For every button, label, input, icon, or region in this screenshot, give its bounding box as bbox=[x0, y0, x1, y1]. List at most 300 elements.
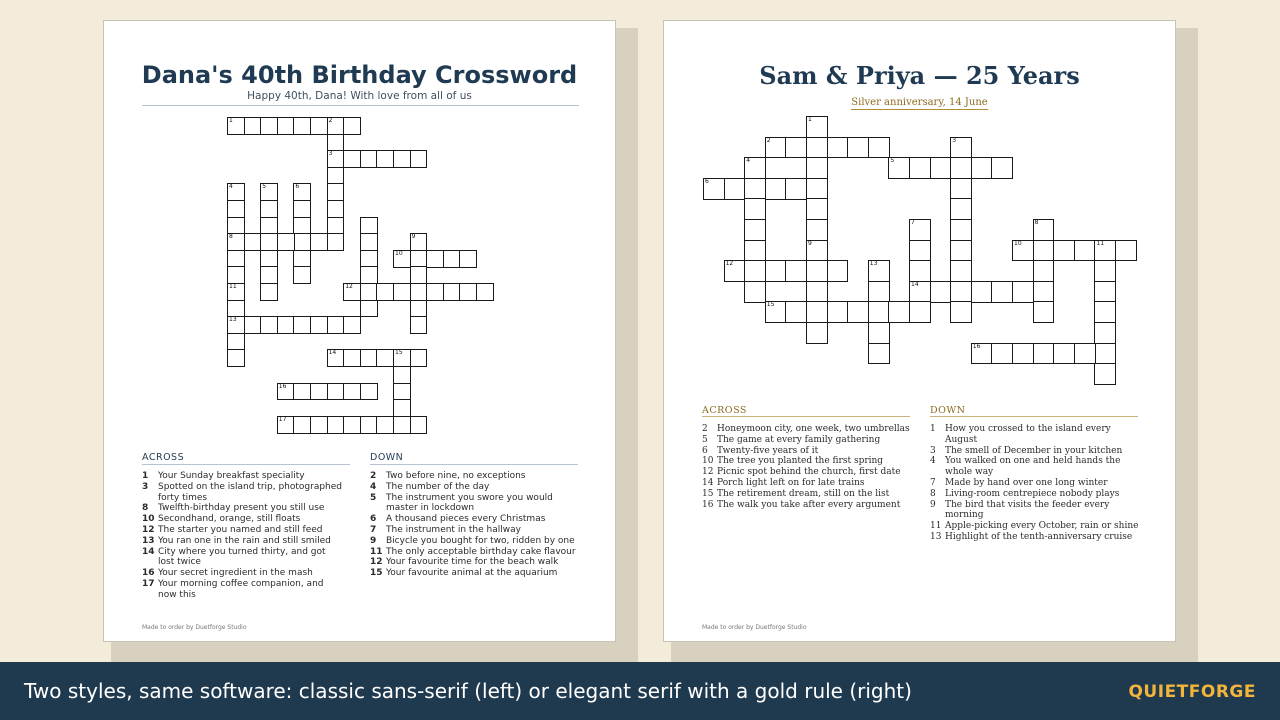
grid-cell[interactable] bbox=[260, 266, 278, 284]
grid-cell[interactable] bbox=[244, 233, 262, 251]
clue-number-label: 9 bbox=[411, 233, 416, 241]
grid-cell[interactable] bbox=[327, 416, 345, 434]
grid-cell[interactable] bbox=[971, 343, 993, 365]
clue-number-label: 12 bbox=[345, 283, 353, 290]
clue-text: The only acceptable birthday cake flavour bbox=[386, 546, 576, 557]
grid-cell[interactable] bbox=[744, 260, 766, 282]
grid-cell[interactable] bbox=[868, 137, 890, 159]
down-heading: DOWN bbox=[930, 405, 966, 416]
clue-number: 14 bbox=[702, 477, 714, 488]
grid-cell[interactable] bbox=[327, 183, 345, 201]
across-heading: ACROSS bbox=[702, 405, 747, 416]
grid-cell[interactable] bbox=[293, 416, 311, 434]
clue-item bbox=[930, 532, 1140, 543]
clue-number: 11 bbox=[930, 521, 942, 532]
page-footer: Made to order by Duetforge Studio bbox=[142, 624, 247, 631]
clue-number: 5 bbox=[370, 492, 377, 503]
grid-cell[interactable] bbox=[1053, 343, 1075, 365]
clue-item bbox=[702, 435, 914, 446]
grid-cell[interactable] bbox=[806, 260, 828, 282]
grid-cell[interactable] bbox=[277, 383, 295, 401]
grid-cell[interactable] bbox=[476, 283, 494, 301]
grid-cell[interactable] bbox=[327, 233, 345, 251]
clue-number: 9 bbox=[370, 535, 377, 546]
clue-text: Twelfth-birthday present you still use bbox=[158, 503, 325, 514]
clue-number: 13 bbox=[930, 531, 942, 542]
grid-cell[interactable] bbox=[277, 316, 295, 334]
grid-cell[interactable] bbox=[459, 283, 477, 301]
grid-cell[interactable] bbox=[909, 281, 931, 303]
grid-cell[interactable] bbox=[376, 349, 394, 367]
grid-cell[interactable] bbox=[868, 301, 890, 323]
clue-item bbox=[142, 525, 342, 536]
clue-text: You walked on one and held hands the whole way bbox=[945, 456, 1121, 478]
grid-cell[interactable] bbox=[1094, 301, 1116, 323]
grid-cell[interactable] bbox=[950, 240, 972, 262]
clue-item bbox=[370, 471, 582, 482]
grid-cell[interactable] bbox=[765, 178, 787, 200]
page-subtitle-gold-rule: Silver anniversary, 14 June bbox=[851, 97, 988, 108]
clue-item bbox=[930, 521, 1140, 532]
grid-cell[interactable] bbox=[744, 240, 766, 262]
grid-cell[interactable] bbox=[971, 281, 993, 303]
grid-cell[interactable] bbox=[227, 283, 245, 301]
grid-cell[interactable] bbox=[1033, 343, 1055, 365]
grid-cell[interactable] bbox=[360, 150, 378, 168]
clue-item bbox=[370, 547, 582, 558]
grid-cell[interactable] bbox=[260, 233, 278, 251]
grid-cell[interactable] bbox=[909, 260, 931, 282]
grid-cell[interactable] bbox=[277, 117, 295, 135]
grid-cell[interactable] bbox=[227, 117, 245, 135]
grid-cell[interactable] bbox=[1033, 240, 1055, 262]
clue-text: How you crossed to the island every August bbox=[945, 424, 1111, 445]
grid-cell[interactable] bbox=[360, 217, 378, 235]
clue-item bbox=[930, 500, 1140, 522]
grid-cell[interactable] bbox=[360, 283, 378, 301]
grid-cell[interactable] bbox=[1012, 240, 1034, 262]
down-clue-list bbox=[930, 424, 1140, 543]
grid-cell[interactable] bbox=[260, 117, 278, 135]
clue-item bbox=[702, 424, 914, 435]
grid-cell[interactable] bbox=[765, 301, 787, 323]
clue-number: 6 bbox=[370, 514, 377, 525]
clue-item bbox=[370, 482, 582, 493]
grid-cell[interactable] bbox=[244, 117, 262, 135]
grid-cell[interactable] bbox=[227, 250, 245, 268]
across-clue-list bbox=[142, 471, 342, 601]
grid-cell[interactable] bbox=[724, 178, 746, 200]
grid-cell[interactable] bbox=[310, 316, 328, 334]
grid-cell[interactable] bbox=[410, 416, 428, 434]
grid-cell[interactable] bbox=[260, 250, 278, 268]
clue-number: 15 bbox=[370, 568, 383, 579]
clue-number: 12 bbox=[142, 524, 155, 535]
clue-number: 6 bbox=[702, 445, 708, 456]
grid-cell[interactable] bbox=[806, 178, 828, 200]
grid-cell[interactable] bbox=[327, 134, 345, 152]
grid-cell[interactable] bbox=[1115, 240, 1137, 262]
grid-cell[interactable] bbox=[260, 200, 278, 218]
clue-number: 17 bbox=[142, 578, 155, 589]
grid-cell[interactable] bbox=[1033, 260, 1055, 282]
clue-number: 2 bbox=[702, 424, 708, 434]
clue-text: Secondhand, orange, still floats bbox=[158, 514, 301, 525]
grid-cell[interactable] bbox=[459, 250, 477, 268]
clue-item bbox=[370, 493, 582, 515]
grid-cell[interactable] bbox=[360, 250, 378, 268]
grid-cell[interactable] bbox=[260, 217, 278, 235]
grid-cell[interactable] bbox=[1094, 343, 1116, 365]
grid-cell[interactable] bbox=[393, 349, 411, 367]
grid-cell[interactable] bbox=[410, 283, 428, 301]
clue-item bbox=[930, 489, 1140, 500]
grid-cell[interactable] bbox=[393, 250, 411, 268]
grid-cell[interactable] bbox=[360, 266, 378, 284]
clue-text: Bicycle you bought for two, ridden by one bbox=[386, 535, 575, 546]
clue-text: A thousand pieces every Christmas bbox=[386, 514, 546, 525]
grid-cell[interactable] bbox=[293, 233, 311, 251]
clue-item bbox=[370, 568, 582, 579]
grid-cell[interactable] bbox=[868, 260, 890, 282]
grid-cell[interactable] bbox=[327, 349, 345, 367]
title-rule bbox=[142, 105, 579, 106]
grid-cell[interactable] bbox=[930, 157, 952, 179]
grid-cell[interactable] bbox=[443, 250, 461, 268]
grid-cell[interactable] bbox=[1053, 240, 1075, 262]
grid-cell[interactable] bbox=[327, 167, 345, 185]
grid-cell[interactable] bbox=[293, 316, 311, 334]
clue-number: 11 bbox=[370, 546, 383, 557]
clue-item bbox=[930, 478, 1140, 489]
grid-cell[interactable] bbox=[950, 198, 972, 220]
grid-cell[interactable] bbox=[227, 349, 245, 367]
grid-cell[interactable] bbox=[991, 157, 1013, 179]
grid-cell[interactable] bbox=[744, 178, 766, 200]
grid-cell[interactable] bbox=[1012, 343, 1034, 365]
grid-cell[interactable] bbox=[827, 301, 849, 323]
grid-cell[interactable] bbox=[293, 217, 311, 235]
grid-cell[interactable] bbox=[1094, 363, 1116, 385]
clue-number: 16 bbox=[142, 568, 155, 579]
grid-cell[interactable] bbox=[785, 137, 807, 159]
clue-number: 12 bbox=[370, 557, 383, 568]
grid-cell[interactable] bbox=[393, 383, 411, 401]
across-rule bbox=[702, 416, 910, 417]
grid-cell[interactable] bbox=[244, 316, 262, 334]
clue-number: 3 bbox=[930, 445, 936, 456]
grid-cell[interactable] bbox=[765, 260, 787, 282]
grid-cell[interactable] bbox=[360, 416, 378, 434]
grid-cell[interactable] bbox=[410, 233, 428, 251]
grid-cell[interactable] bbox=[310, 117, 328, 135]
grid-cell[interactable] bbox=[410, 349, 428, 367]
clue-item bbox=[142, 579, 342, 601]
grid-cell[interactable] bbox=[950, 137, 972, 159]
clue-text: The instrument in the hallway bbox=[386, 524, 521, 535]
grid-cell[interactable] bbox=[376, 283, 394, 301]
clue-item bbox=[702, 489, 914, 500]
grid-cell[interactable] bbox=[227, 316, 245, 334]
clue-number-label: 15 bbox=[395, 349, 403, 357]
grid-cell[interactable] bbox=[1094, 260, 1116, 282]
clue-number-label: 5 bbox=[890, 157, 895, 165]
clue-text: Your Sunday breakfast speciality bbox=[158, 471, 305, 481]
grid-cell[interactable] bbox=[806, 301, 828, 323]
clue-item bbox=[930, 456, 1140, 478]
grid-cell[interactable] bbox=[260, 316, 278, 334]
grid-cell[interactable] bbox=[343, 316, 361, 334]
clue-text: Highlight of the tenth-anniversary cruise bbox=[945, 531, 1133, 542]
grid-cell[interactable] bbox=[909, 219, 931, 241]
clue-number: 7 bbox=[370, 524, 377, 535]
clue-item bbox=[142, 503, 342, 514]
clue-number: 4 bbox=[370, 481, 377, 492]
clue-text: The walk you take after every argument bbox=[717, 499, 901, 510]
grid-cell[interactable] bbox=[806, 322, 828, 344]
grid-cell[interactable] bbox=[343, 117, 361, 135]
grid-cell[interactable] bbox=[227, 333, 245, 351]
grid-cell[interactable] bbox=[950, 260, 972, 282]
clue-number-label: 13 bbox=[869, 260, 878, 268]
grid-cell[interactable] bbox=[327, 150, 345, 168]
clue-text: Apple-picking every October, rain or shine bbox=[945, 521, 1139, 532]
grid-cell[interactable] bbox=[376, 150, 394, 168]
grid-cell[interactable] bbox=[393, 283, 411, 301]
grid-cell[interactable] bbox=[806, 116, 828, 138]
grid-cell[interactable] bbox=[360, 233, 378, 251]
grid-cell[interactable] bbox=[1074, 343, 1096, 365]
grid-cell[interactable] bbox=[1033, 281, 1055, 303]
clue-number-label: 9 bbox=[808, 239, 812, 247]
clue-number-label: 4 bbox=[746, 157, 751, 165]
grid-cell[interactable] bbox=[260, 283, 278, 301]
clue-number-label: 8 bbox=[1034, 219, 1039, 226]
clue-text: The tree you planted the first spring bbox=[717, 456, 884, 467]
grid-cell[interactable] bbox=[785, 301, 807, 323]
grid-cell[interactable] bbox=[868, 281, 890, 303]
grid-cell[interactable] bbox=[343, 349, 361, 367]
clue-number-label: 6 bbox=[295, 183, 300, 191]
grid-cell[interactable] bbox=[827, 137, 849, 159]
grid-cell[interactable] bbox=[806, 198, 828, 220]
grid-cell[interactable] bbox=[950, 301, 972, 323]
grid-cell[interactable] bbox=[227, 233, 245, 251]
grid-cell[interactable] bbox=[1033, 219, 1055, 241]
grid-cell[interactable] bbox=[293, 200, 311, 218]
grid-cell[interactable] bbox=[393, 150, 411, 168]
grid-cell[interactable] bbox=[991, 343, 1013, 365]
clue-item bbox=[142, 471, 342, 482]
grid-cell[interactable] bbox=[930, 281, 952, 303]
grid-cell[interactable] bbox=[426, 250, 444, 268]
clue-text: The instrument you swore you would master in lockdown bbox=[386, 492, 553, 514]
grid-cell[interactable] bbox=[785, 260, 807, 282]
grid-cell[interactable] bbox=[410, 300, 428, 318]
grid-cell[interactable] bbox=[847, 137, 869, 159]
caption-bar bbox=[0, 662, 1280, 720]
clue-number: 2 bbox=[370, 471, 377, 481]
grid-cell[interactable] bbox=[847, 301, 869, 323]
grid-cell[interactable] bbox=[376, 416, 394, 434]
grid-cell[interactable] bbox=[950, 281, 972, 303]
clue-number: 15 bbox=[702, 488, 714, 499]
clue-text: City where you turned thirty, and got lost twice bbox=[158, 546, 326, 568]
grid-cell[interactable] bbox=[1094, 240, 1116, 262]
grid-cell[interactable] bbox=[327, 200, 345, 218]
clue-item bbox=[930, 446, 1140, 457]
grid-cell[interactable] bbox=[343, 283, 361, 301]
grid-cell[interactable] bbox=[293, 117, 311, 135]
grid-cell[interactable] bbox=[868, 343, 890, 365]
grid-cell[interactable] bbox=[277, 233, 295, 251]
page-title: Dana's 40th Birthday Crossword bbox=[141, 61, 578, 89]
grid-cell[interactable] bbox=[1094, 281, 1116, 303]
clue-item bbox=[370, 525, 582, 536]
grid-cell[interactable] bbox=[991, 281, 1013, 303]
grid-cell[interactable] bbox=[971, 157, 993, 179]
clue-number-label: 10 bbox=[1014, 239, 1022, 247]
grid-cell[interactable] bbox=[888, 301, 910, 323]
clue-number-label: 17 bbox=[278, 415, 287, 423]
grid-cell[interactable] bbox=[360, 383, 378, 401]
crossword-page-sans bbox=[103, 20, 616, 642]
grid-cell[interactable] bbox=[360, 349, 378, 367]
grid-cell[interactable] bbox=[1094, 322, 1116, 344]
grid-cell[interactable] bbox=[310, 233, 328, 251]
clue-number: 13 bbox=[142, 535, 155, 546]
brand-logo: QUIETFORGE bbox=[1128, 682, 1256, 702]
down-clue-list bbox=[370, 471, 582, 579]
clue-text: Two before nine, no exceptions bbox=[386, 471, 526, 481]
clue-item bbox=[370, 557, 582, 568]
grid-cell[interactable] bbox=[744, 198, 766, 220]
grid-cell[interactable] bbox=[343, 150, 361, 168]
grid-cell[interactable] bbox=[327, 316, 345, 334]
grid-cell[interactable] bbox=[393, 399, 411, 417]
clue-text: The smell of December in your kitchen bbox=[945, 445, 1123, 456]
grid-cell[interactable] bbox=[426, 283, 444, 301]
clue-text: Picnic spot behind the church, first date bbox=[717, 467, 901, 478]
clue-number: 16 bbox=[702, 499, 714, 510]
grid-cell[interactable] bbox=[360, 300, 378, 318]
clue-text: Made by hand over one long winter bbox=[945, 477, 1108, 488]
clue-number: 7 bbox=[930, 477, 936, 488]
grid-cell[interactable] bbox=[327, 383, 345, 401]
clue-item bbox=[142, 482, 342, 504]
grid-cell[interactable] bbox=[293, 250, 311, 268]
grid-cell[interactable] bbox=[310, 383, 328, 401]
grid-cell[interactable] bbox=[744, 157, 766, 179]
grid-cell[interactable] bbox=[909, 157, 931, 179]
clue-number-label: 14 bbox=[911, 280, 919, 288]
clue-number-label: 3 bbox=[328, 150, 333, 158]
grid-cell[interactable] bbox=[293, 383, 311, 401]
clue-number-label: 7 bbox=[911, 219, 915, 226]
grid-cell[interactable] bbox=[950, 178, 972, 200]
grid-cell[interactable] bbox=[806, 219, 828, 241]
grid-cell[interactable] bbox=[806, 137, 828, 159]
clue-number-label: 16 bbox=[278, 382, 287, 390]
page-footer: Made to order by Duetforge Studio bbox=[702, 624, 807, 631]
page-subtitle: Happy 40th, Dana! With love from all of us bbox=[247, 90, 472, 102]
grid-cell[interactable] bbox=[293, 183, 311, 201]
grid-cell[interactable] bbox=[327, 217, 345, 235]
grid-cell[interactable] bbox=[950, 219, 972, 241]
grid-cell[interactable] bbox=[227, 300, 245, 318]
clue-text: The retirement dream, still on the list bbox=[717, 488, 890, 499]
page-title: Sam & Priya — 25 Years bbox=[759, 61, 1080, 90]
grid-cell[interactable] bbox=[744, 281, 766, 303]
grid-cell[interactable] bbox=[909, 301, 931, 323]
clue-item bbox=[370, 514, 582, 525]
grid-cell[interactable] bbox=[227, 183, 245, 201]
grid-cell[interactable] bbox=[327, 117, 345, 135]
clue-number: 10 bbox=[142, 514, 155, 525]
grid-cell[interactable] bbox=[393, 416, 411, 434]
grid-cell[interactable] bbox=[310, 416, 328, 434]
clue-number-label: 12 bbox=[725, 260, 734, 268]
clue-text: Your secret ingredient in the mash bbox=[158, 568, 313, 579]
clue-number: 14 bbox=[142, 546, 155, 557]
grid-cell[interactable] bbox=[277, 416, 295, 434]
grid-cell[interactable] bbox=[410, 250, 428, 268]
grid-cell[interactable] bbox=[410, 266, 428, 284]
clue-number-label: 1 bbox=[229, 117, 233, 124]
clue-number: 5 bbox=[702, 434, 708, 445]
grid-cell[interactable] bbox=[410, 316, 428, 334]
clue-number-label: 6 bbox=[705, 177, 709, 185]
grid-cell[interactable] bbox=[293, 266, 311, 284]
grid-cell[interactable] bbox=[806, 281, 828, 303]
grid-cell[interactable] bbox=[227, 200, 245, 218]
grid-cell[interactable] bbox=[806, 157, 828, 179]
clue-number: 12 bbox=[702, 467, 714, 478]
grid-cell[interactable] bbox=[343, 416, 361, 434]
grid-cell[interactable] bbox=[888, 157, 910, 179]
grid-cell[interactable] bbox=[260, 183, 278, 201]
grid-cell[interactable] bbox=[703, 178, 725, 200]
grid-cell[interactable] bbox=[393, 366, 411, 384]
grid-cell[interactable] bbox=[806, 240, 828, 262]
clue-text: You ran one in the rain and still smiled bbox=[158, 535, 331, 546]
grid-cell[interactable] bbox=[827, 260, 849, 282]
grid-cell[interactable] bbox=[765, 137, 787, 159]
clue-item bbox=[142, 514, 342, 525]
grid-cell[interactable] bbox=[1074, 240, 1096, 262]
grid-cell[interactable] bbox=[909, 240, 931, 262]
grid-cell[interactable] bbox=[227, 266, 245, 284]
grid-cell[interactable] bbox=[343, 383, 361, 401]
grid-cell[interactable] bbox=[410, 150, 428, 168]
grid-cell[interactable] bbox=[443, 283, 461, 301]
grid-cell[interactable] bbox=[950, 157, 972, 179]
clue-number: 4 bbox=[930, 456, 936, 467]
clue-text: The number of the day bbox=[386, 481, 490, 492]
clue-item bbox=[142, 547, 342, 569]
grid-cell[interactable] bbox=[1012, 281, 1034, 303]
grid-cell[interactable] bbox=[785, 178, 807, 200]
grid-cell[interactable] bbox=[744, 219, 766, 241]
clue-number: 9 bbox=[930, 499, 936, 510]
clue-text: Your favourite animal at the aquarium bbox=[386, 568, 558, 579]
grid-cell[interactable] bbox=[1033, 301, 1055, 323]
grid-cell[interactable] bbox=[868, 322, 890, 344]
clue-number-label: 1 bbox=[808, 116, 812, 123]
clue-number-label: 5 bbox=[262, 183, 267, 191]
grid-cell[interactable] bbox=[227, 217, 245, 235]
grid-cell[interactable] bbox=[724, 260, 746, 282]
